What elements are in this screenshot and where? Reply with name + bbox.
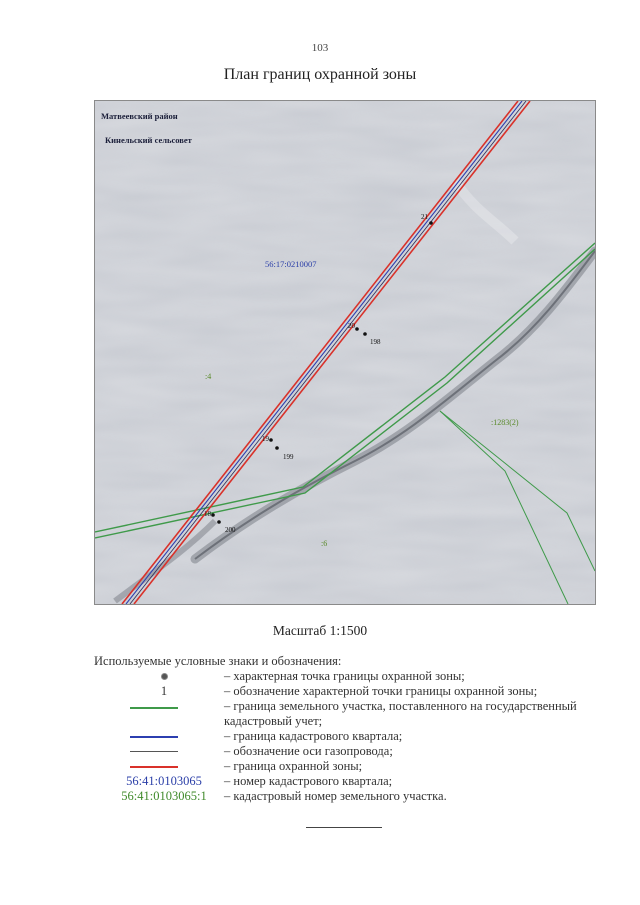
point-marker bbox=[275, 446, 279, 450]
point-marker bbox=[363, 332, 367, 336]
point-dot-icon bbox=[161, 673, 168, 680]
legend-heading: Используемые условные знаки и обозначения: bbox=[94, 654, 342, 668]
point-marker bbox=[217, 520, 221, 524]
point-label: 199 bbox=[283, 453, 294, 461]
end-divider bbox=[306, 827, 382, 828]
page-title: План границ охранной зоны bbox=[223, 66, 417, 83]
district-label: Матвеевский район bbox=[101, 111, 178, 121]
map-scale: Масштаб 1:1500 bbox=[272, 623, 368, 638]
legend-symbol-parcel: 56:41:0103065:1 bbox=[121, 789, 207, 803]
point-marker bbox=[355, 327, 359, 331]
map-frame bbox=[94, 100, 596, 605]
point-label: 20 bbox=[348, 322, 355, 330]
point-label: 18 bbox=[204, 510, 211, 518]
legend-text: – кадастровый номер земельного участка. bbox=[224, 789, 447, 803]
legend-text: – обозначение оси газопровода; bbox=[224, 744, 393, 758]
legend-symbol-number: 1 bbox=[160, 684, 168, 698]
thin-line-icon bbox=[130, 751, 178, 752]
aerial-highlights bbox=[95, 101, 595, 604]
council-label: Кинельский сельсовет bbox=[105, 135, 192, 145]
map-canvas bbox=[95, 101, 595, 604]
legend-text: – характерная точка границы охранной зоны; bbox=[224, 669, 465, 683]
legend-text: – номер кадастрового квартала; bbox=[224, 774, 393, 788]
parcel-label: :6 bbox=[321, 539, 328, 548]
legend-text: – граница земельного участка, поставленного на государственный кадастровый учет; bbox=[224, 699, 577, 728]
point-label: 200 bbox=[225, 526, 236, 534]
legend-text: – обозначение характерной точки границы охранной зоны; bbox=[224, 684, 538, 698]
point-marker bbox=[269, 438, 273, 442]
legend-text: – граница охранной зоны; bbox=[224, 759, 363, 773]
point-label: 19 bbox=[262, 435, 269, 443]
legend-symbol-quarter: 56:41:0103065 bbox=[126, 774, 202, 788]
legend-symbol-point bbox=[94, 669, 234, 684]
legend-text: – граница кадастрового квартала; bbox=[224, 729, 403, 743]
parcel-label: :4 bbox=[205, 372, 212, 381]
point-label: 198 bbox=[370, 338, 381, 346]
point-marker bbox=[211, 513, 215, 517]
green-line-icon bbox=[130, 707, 178, 709]
parcel-label: :1283(2) bbox=[491, 418, 519, 427]
point-label: 21 bbox=[421, 213, 428, 221]
red-line-icon bbox=[130, 766, 178, 768]
blue-line-icon bbox=[130, 736, 178, 738]
page-number: 103 bbox=[311, 42, 329, 54]
point-marker bbox=[429, 221, 433, 225]
quarter-number-label: 56:17:0210007 bbox=[265, 259, 317, 269]
